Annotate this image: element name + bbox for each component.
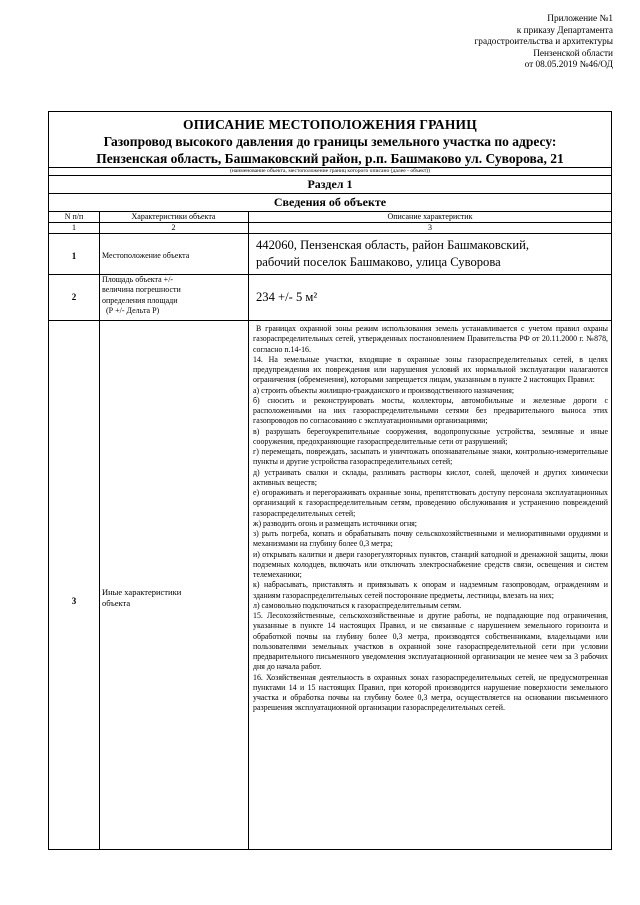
restrictions-text	[253, 324, 608, 714]
restriction-paragraph: к) набрасывать, приставлять и привязывать к опорам и надземным газопроводам, ограждениям и зданиям газораспределительных сетей посторонние предметы, лестницы, влезать на них;	[253, 580, 608, 600]
restriction-paragraph: д) устраивать свалки и склады, разливать растворы кислот, солей, щелочей и других химически активных веществ;	[253, 467, 608, 487]
appendix-line: к приказу Департамента	[516, 25, 613, 36]
row-value-line: 442060, Пензенская область, район Башмаковский,	[256, 238, 530, 252]
restriction-paragraph: 15. Лесохозяйственные, сельскохозяйственные и другие работы, не подпадающие под ограничения, указанные в пункте 14 настоящих Правил, и не связанные с нарушением земельного горизонта и обработкой почвы на глубину более 0,3 метра, производятся собственниками, владельцами или пользователями земельных участков в охранной зоне газораспределительной сети при условии предварительного письменного уведомления эксплуатационной организации не менее чем за 3 рабочих дня до начала работ.	[253, 611, 608, 672]
table-column-divider	[99, 211, 100, 850]
row-number: 3	[71, 596, 77, 606]
appendix-block	[393, 14, 613, 72]
divider	[49, 320, 611, 321]
row-characteristic	[102, 275, 246, 317]
row-characteristic-line: Площадь объекта +/-	[102, 275, 174, 284]
appendix-line: Приложение №1	[547, 14, 613, 24]
restriction-paragraph: г) перемещать, повреждать, засыпать и уничтожать опознавательные знаки, контрольно-измерительные пункты и другие устройства газораспределительных сетей;	[253, 447, 608, 467]
restriction-paragraph: 14. На земельные участки, входящие в охранные зоны газораспределительных сетей, в целях предупреждения их повреждения или нарушения условий их нормальной эксплуатации налагаются ограничения (обременения), которыми запрещается лицам, указанным в пункте 2 настоящих Правил:	[253, 354, 608, 385]
divider	[49, 233, 611, 234]
object-subtitle-line2: Пензенская область, Башмаковский район, р.п. Башмаково ул. Суворова, 21	[96, 151, 564, 166]
object-caption: (наименование объекта, местоположение границ которого описано (далее - объект))	[229, 168, 431, 174]
restriction-paragraph: ж) разводить огонь и размещать источники огня;	[253, 518, 418, 528]
row-number: 2	[71, 292, 77, 302]
appendix-line: градостроительства и архитектуры	[474, 37, 613, 48]
restriction-paragraph: В границах охранной зоны режим использования земель устанавливается с учетом правил охраны газораспределительных сетей, утвержденных постановлением Правительства РФ от 20.11.2000 г. №878, согласно п.14-16.	[253, 324, 608, 354]
appendix-line: Пензенской области	[533, 48, 613, 59]
restriction-paragraph: е) огораживать и перегораживать охранные зоны, препятствовать доступу персонала эксплуатационных организаций к газораспределительным сетям, проведению обслуживания и устранению повреждений газораспределительных сетей;	[253, 488, 608, 518]
restriction-paragraph: в) разрушать берегоукрепительные сооружения, водопропускные устройства, земляные и иные сооружения, предохраняющие газораспределительные сети от разрушений;	[253, 426, 608, 446]
row-value-line: рабочий поселок Башмаково, улица Суворова	[256, 255, 501, 269]
divider	[49, 175, 611, 176]
appendix-line: от 08.05.2019 №46/ОД	[524, 60, 613, 71]
restriction-paragraph: б) сносить и реконструировать мосты, коллекторы, автомобильные и железные дороги с расположенными на них газораспределительными сетями без предварительного выноса этих газопроводов по согласованию с эксплуатационными организациями;	[253, 395, 608, 426]
row-characteristic	[102, 587, 246, 608]
row-characteristic-line: объекта	[102, 597, 131, 608]
row-characteristic-line: (Р +/- Дельта Р)	[106, 306, 160, 316]
document-title: ОПИСАНИЕ МЕСТОПОЛОЖЕНИЯ ГРАНИЦ	[183, 117, 477, 132]
restriction-paragraph: и) открывать калитки и двери газорегуляторных пунктов, станций катодной и дренажной защиты, люки подземных колодцев, включать или отключать электроснабжение средств связи, освещения и систем телемеханики;	[253, 549, 608, 579]
restriction-paragraph: л) самовольно подключаться к газораспределительным сетям.	[253, 600, 462, 610]
restriction-paragraph: з) рыть погреба, копать и обрабатывать почву сельскохозяйственными и мелиоративными орудиями и механизмами на глубину более 0,3 метра;	[253, 529, 608, 549]
object-subtitle-line1: Газопровод высокого давления до границы земельного участка по адресу:	[103, 134, 557, 149]
section-subtitle: Сведения об объекте	[273, 195, 387, 209]
table-header-characteristic: Характеристики объекта	[131, 212, 216, 221]
table-colnum: 2	[171, 223, 176, 232]
section-title: Раздел 1	[307, 177, 353, 191]
divider	[49, 193, 611, 194]
table-colnum: 1	[72, 223, 76, 232]
row-value: 234 +/- 5 м²	[256, 290, 318, 304]
table-header-description: Описание характеристик	[387, 212, 473, 221]
row-number: 1	[71, 251, 77, 261]
table-header-num: N п/п	[64, 212, 84, 221]
row-characteristic: Местоположение объекта	[102, 251, 190, 260]
table-column-divider	[248, 211, 249, 850]
restriction-paragraph: а) строить объекты жилищно-гражданского и производственного назначения;	[253, 385, 515, 395]
row-characteristic-line: Иные характеристики	[102, 587, 182, 597]
row-characteristic-line: определения площади	[102, 295, 178, 305]
restriction-paragraph: 16. Хозяйственная деятельность в охранных зонах газораспределительных сетей, не предусмотренная пунктами 14 и 15 настоящих Правил, при которой производится нарушение поверхности земельного участка и обработка почвы на глубину более 0,3 метра, осуществляется на основании письменного разрешения эксплуатационной организации газораспределительных сетей.	[253, 672, 608, 713]
table-colnum: 3	[428, 223, 432, 232]
row-characteristic-line: величина погрешности	[102, 285, 181, 295]
document-frame	[48, 111, 612, 850]
row-value	[256, 237, 608, 271]
